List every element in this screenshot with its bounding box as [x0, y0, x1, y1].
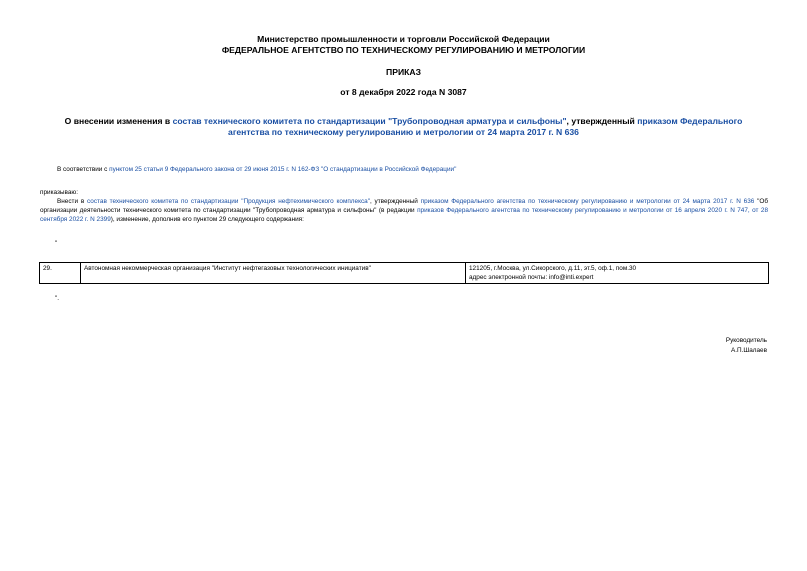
- decree-word: приказываю:: [40, 189, 78, 196]
- body-text-3: "Об организации деятельности технического комитета по стандартизации "Трубопроводная арматура и сильфоны" (в редакции: [40, 198, 768, 214]
- body-text-4: ), изменение, дополнив его пунктом 29 следующего содержания:: [110, 216, 304, 223]
- ministry-name: Министерство промышленности и торговли Российской Федерации: [257, 34, 550, 44]
- body-link-committee[interactable]: состав технического комитета по стандартизации "Продукция нефтехимического комплекса": [87, 198, 370, 205]
- basis-link-law[interactable]: пунктом 25 статьи 9 Федерального закона от 29 июня 2015 г. N 162-ФЗ "О стандартизации в Российской Федерации": [109, 166, 457, 173]
- title-link-committee[interactable]: состав технического комитета по стандартизации "Трубопроводная арматура и сильфоны": [172, 116, 567, 126]
- title-text-1: О внесении изменения в: [64, 116, 173, 126]
- document-date: от 8 декабря 2022 года N 3087: [340, 87, 467, 97]
- body-text-2: , утвержденный: [369, 198, 421, 205]
- body-text-1: Внести в: [57, 198, 88, 205]
- amendment-table: [39, 262, 769, 284]
- signature-name: А.П.Шалаев: [730, 347, 767, 354]
- body-paragraph: [40, 197, 768, 224]
- document-type: ПРИКАЗ: [386, 67, 421, 77]
- organization-address: 121205, г.Москва, ул.Сикорского, д.11, эт.5, оф.1, пом.30: [469, 265, 637, 272]
- organization-name: Автономная некоммерческая организация "Институт нефтегазовых технологических инициатив": [81, 263, 466, 284]
- body-link-order[interactable]: приказом Федерального агентства по техническому регулированию и метрологии от 24 марта 2017 г. N 636: [420, 198, 755, 205]
- body-link-amendments[interactable]: приказов Федерального агентства по техническому регулированию и метрологии от 16 апреля 2020 г. N 747, от 28 сентября 2022 г. N 2399: [40, 207, 768, 223]
- table-row: [40, 263, 769, 284]
- basis-paragraph: [57, 165, 777, 174]
- organization-email: адрес электронной почты: info@inti.expert: [469, 274, 594, 281]
- organization-contacts: [466, 263, 769, 284]
- quote-open: ": [55, 240, 58, 247]
- quote-close: ".: [55, 295, 60, 302]
- signature-position: Руководитель: [725, 337, 767, 344]
- title-text-2: , утвержденный: [566, 116, 638, 126]
- title-link-order[interactable]: приказом Федерального агентства по техническому регулированию и метрологии от 24 марта 2017 г. N 636: [228, 116, 743, 137]
- row-number: 29.: [40, 263, 81, 284]
- document-title: [45, 116, 762, 138]
- agency-name: ФЕДЕРАЛЬНОЕ АГЕНТСТВО ПО ТЕХНИЧЕСКОМУ РЕГУЛИРОВАНИЮ И МЕТРОЛОГИИ: [221, 45, 586, 55]
- basis-text: В соответствии с: [57, 166, 110, 173]
